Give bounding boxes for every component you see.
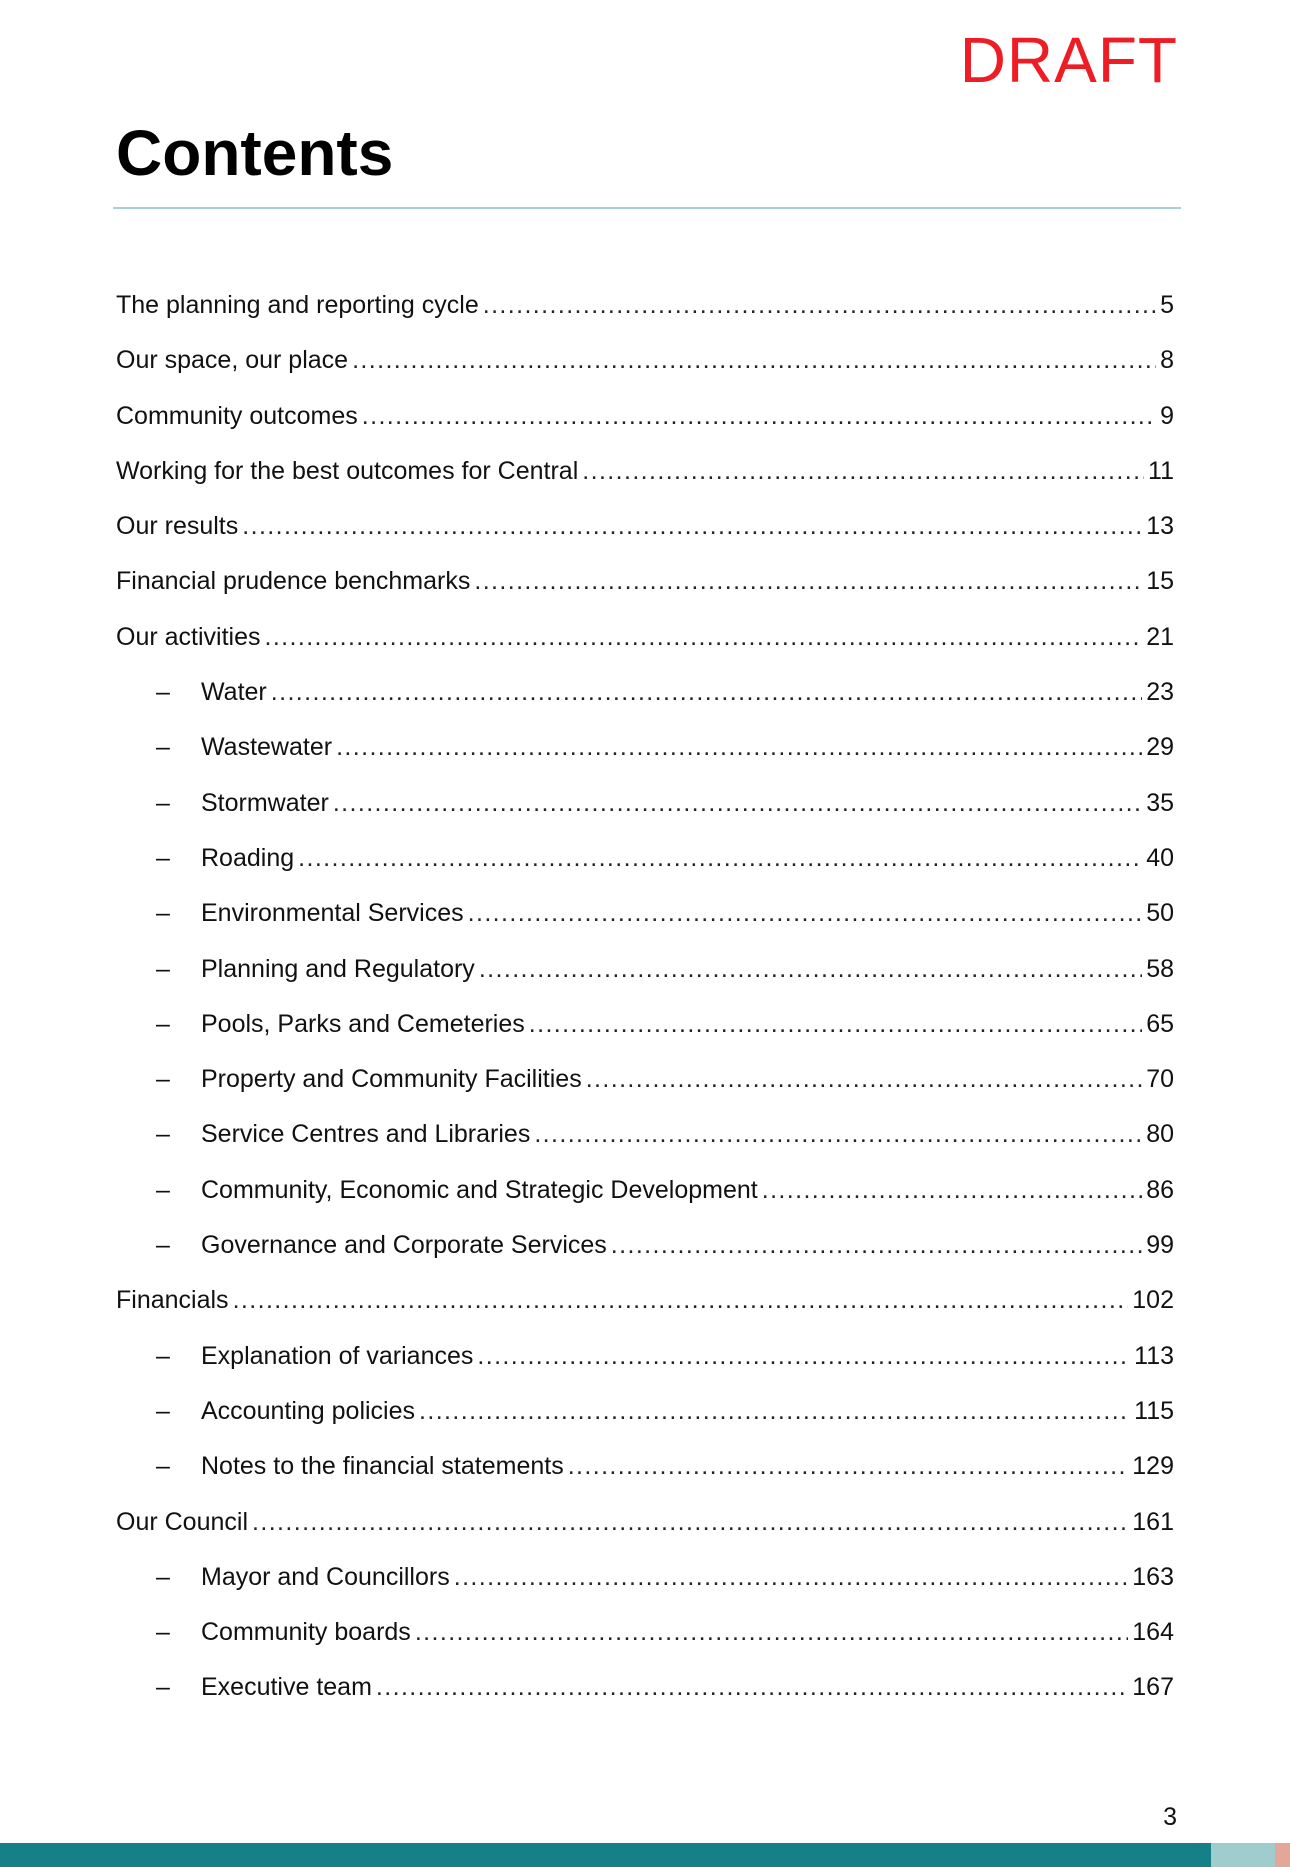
toc-page-number: 15 — [1146, 567, 1174, 596]
toc-subentry[interactable] — [116, 1439, 1174, 1494]
toc-page-number: 80 — [1146, 1120, 1174, 1149]
toc-page-number: 161 — [1132, 1507, 1174, 1536]
toc-entry-label: Roading — [201, 843, 295, 872]
toc-entry-label: Explanation of variances — [201, 1341, 474, 1370]
toc-subentry[interactable] — [116, 1163, 1174, 1218]
toc-page-number: 35 — [1146, 788, 1174, 817]
toc-subentry-marker: – — [156, 1452, 170, 1481]
toc-entry[interactable] — [116, 554, 1174, 609]
dot-leader — [233, 1273, 1129, 1328]
toc-entry[interactable] — [116, 610, 1174, 665]
table-of-contents — [116, 278, 1174, 1716]
dot-leader — [611, 1218, 1142, 1273]
toc-page-number: 11 — [1148, 456, 1174, 485]
toc-subentry-marker: – — [156, 954, 170, 983]
toc-entry-label: Governance and Corporate Services — [201, 1231, 607, 1260]
dot-leader — [468, 886, 1143, 941]
toc-subentry-marker: – — [156, 843, 170, 872]
toc-entry-label: Stormwater — [201, 788, 329, 817]
draft-watermark: DRAFT — [959, 24, 1178, 96]
toc-subentry[interactable] — [116, 1329, 1174, 1384]
toc-subentry-marker: – — [156, 1231, 170, 1260]
toc-page-number: 58 — [1146, 954, 1174, 983]
toc-entry-label: The planning and reporting cycle — [116, 291, 479, 319]
toc-entry-label: Community, Economic and Strategic Development — [201, 1175, 758, 1204]
toc-page-number: 102 — [1132, 1286, 1174, 1315]
toc-entry[interactable] — [116, 389, 1174, 444]
toc-subentry[interactable] — [116, 831, 1174, 886]
toc-entry-label: Community outcomes — [116, 401, 358, 430]
toc-subentry[interactable] — [116, 1550, 1174, 1605]
toc-page-number: 23 — [1146, 678, 1174, 707]
toc-subentry[interactable] — [116, 1218, 1174, 1273]
toc-subentry-marker: – — [156, 788, 170, 817]
toc-subentry-marker: – — [156, 733, 170, 762]
dot-leader — [479, 942, 1142, 997]
toc-subentry[interactable] — [116, 1605, 1174, 1660]
toc-subentry-marker: – — [156, 1120, 170, 1149]
toc-page-number: 129 — [1132, 1452, 1174, 1481]
toc-subentry-marker: – — [156, 899, 170, 928]
toc-entry[interactable] — [116, 278, 1174, 333]
toc-subentry[interactable] — [116, 886, 1174, 941]
toc-subentry-marker: – — [156, 1065, 170, 1094]
toc-page-number: 163 — [1132, 1562, 1174, 1591]
toc-subentry[interactable] — [116, 942, 1174, 997]
toc-page-number: 167 — [1132, 1673, 1174, 1702]
toc-entry[interactable] — [116, 444, 1174, 499]
toc-page-number: 86 — [1146, 1175, 1174, 1204]
toc-entry-label: Executive team — [201, 1673, 372, 1702]
toc-subentry[interactable] — [116, 776, 1174, 831]
toc-subentry-marker: – — [156, 1175, 170, 1204]
toc-page-number: 5 — [1160, 291, 1174, 319]
toc-page-number: 13 — [1146, 512, 1174, 541]
dot-leader — [534, 1107, 1142, 1162]
toc-entry[interactable] — [116, 1273, 1174, 1328]
toc-entry-label: Financial prudence benchmarks — [116, 567, 471, 596]
toc-subentry-marker: – — [156, 1009, 170, 1038]
toc-entry-label: Our results — [116, 512, 239, 541]
toc-entry-label: Notes to the financial statements — [201, 1452, 564, 1481]
toc-page-number: 9 — [1160, 401, 1174, 430]
dot-leader — [242, 499, 1142, 554]
toc-page-number: 115 — [1134, 1396, 1174, 1425]
toc-subentry[interactable] — [116, 665, 1174, 720]
toc-entry-label: Our activities — [116, 622, 261, 651]
toc-entry[interactable] — [116, 333, 1174, 388]
dot-leader — [529, 997, 1142, 1052]
dot-leader — [252, 1495, 1128, 1550]
toc-entry-label: Working for the best outcomes for Central — [116, 456, 579, 485]
toc-entry-label: Community boards — [201, 1618, 411, 1647]
footer-accent — [1211, 1843, 1275, 1867]
toc-subentry[interactable] — [116, 720, 1174, 775]
toc-subentry-marker: – — [156, 678, 170, 707]
toc-subentry-marker: – — [156, 1341, 170, 1370]
dot-leader — [362, 389, 1156, 444]
toc-page-number: 99 — [1146, 1231, 1174, 1260]
dot-leader — [474, 554, 1142, 609]
footer-band — [0, 1843, 1211, 1867]
dot-leader — [336, 720, 1142, 775]
toc-subentry-marker: – — [156, 1618, 170, 1647]
toc-entry-label: Pools, Parks and Cemeteries — [201, 1009, 525, 1038]
toc-entry-label: Environmental Services — [201, 899, 464, 928]
toc-subentry[interactable] — [116, 1052, 1174, 1107]
toc-page-number: 29 — [1146, 733, 1174, 762]
dot-leader — [477, 1329, 1130, 1384]
toc-entry[interactable] — [116, 1495, 1174, 1550]
toc-entry-label: Accounting policies — [201, 1396, 416, 1425]
dot-leader — [582, 444, 1144, 499]
dot-leader — [419, 1384, 1130, 1439]
toc-entry-label: Wastewater — [201, 733, 333, 762]
toc-page-number: 164 — [1132, 1618, 1174, 1647]
toc-page-number: 8 — [1160, 346, 1174, 375]
dot-leader — [333, 776, 1142, 831]
dot-leader — [415, 1605, 1128, 1660]
page-number: 3 — [1163, 1803, 1177, 1831]
toc-subentry-marker: – — [156, 1396, 170, 1425]
toc-subentry-marker: – — [156, 1673, 170, 1702]
dot-leader — [568, 1439, 1129, 1494]
toc-subentry[interactable] — [116, 997, 1174, 1052]
toc-entry-label: Planning and Regulatory — [201, 954, 475, 983]
toc-entry[interactable] — [116, 499, 1174, 554]
footer-accent-end — [1275, 1843, 1290, 1867]
toc-subentry-marker: – — [156, 1562, 170, 1591]
toc-entry-label: Service Centres and Libraries — [201, 1120, 531, 1149]
toc-subentry[interactable] — [116, 1107, 1174, 1162]
dot-leader — [352, 333, 1156, 388]
toc-page-number: 65 — [1146, 1009, 1174, 1038]
toc-page-number: 113 — [1134, 1341, 1174, 1370]
dot-leader — [271, 665, 1142, 720]
toc-entry-label: Water — [201, 678, 267, 707]
dot-leader — [586, 1052, 1142, 1107]
dot-leader — [264, 610, 1142, 665]
dot-leader — [376, 1660, 1128, 1715]
toc-subentry[interactable] — [116, 1384, 1174, 1439]
page-title: Contents — [116, 117, 394, 189]
dot-leader — [762, 1163, 1142, 1218]
dot-leader — [454, 1550, 1129, 1605]
toc-entry-label: Financials — [116, 1286, 229, 1315]
toc-page-number: 40 — [1146, 843, 1174, 872]
toc-subentry[interactable] — [116, 1660, 1174, 1715]
toc-page-number: 21 — [1146, 622, 1174, 651]
toc-entry-label: Mayor and Councillors — [201, 1562, 450, 1591]
dot-leader — [298, 831, 1142, 886]
toc-page-number: 70 — [1146, 1065, 1174, 1094]
toc-entry-label: Our Council — [116, 1507, 248, 1536]
toc-entry-label: Property and Community Facilities — [201, 1065, 582, 1094]
toc-entry-label: Our space, our place — [116, 346, 349, 375]
dot-leader — [483, 278, 1156, 333]
title-divider — [113, 207, 1181, 209]
toc-page-number: 50 — [1146, 899, 1174, 928]
